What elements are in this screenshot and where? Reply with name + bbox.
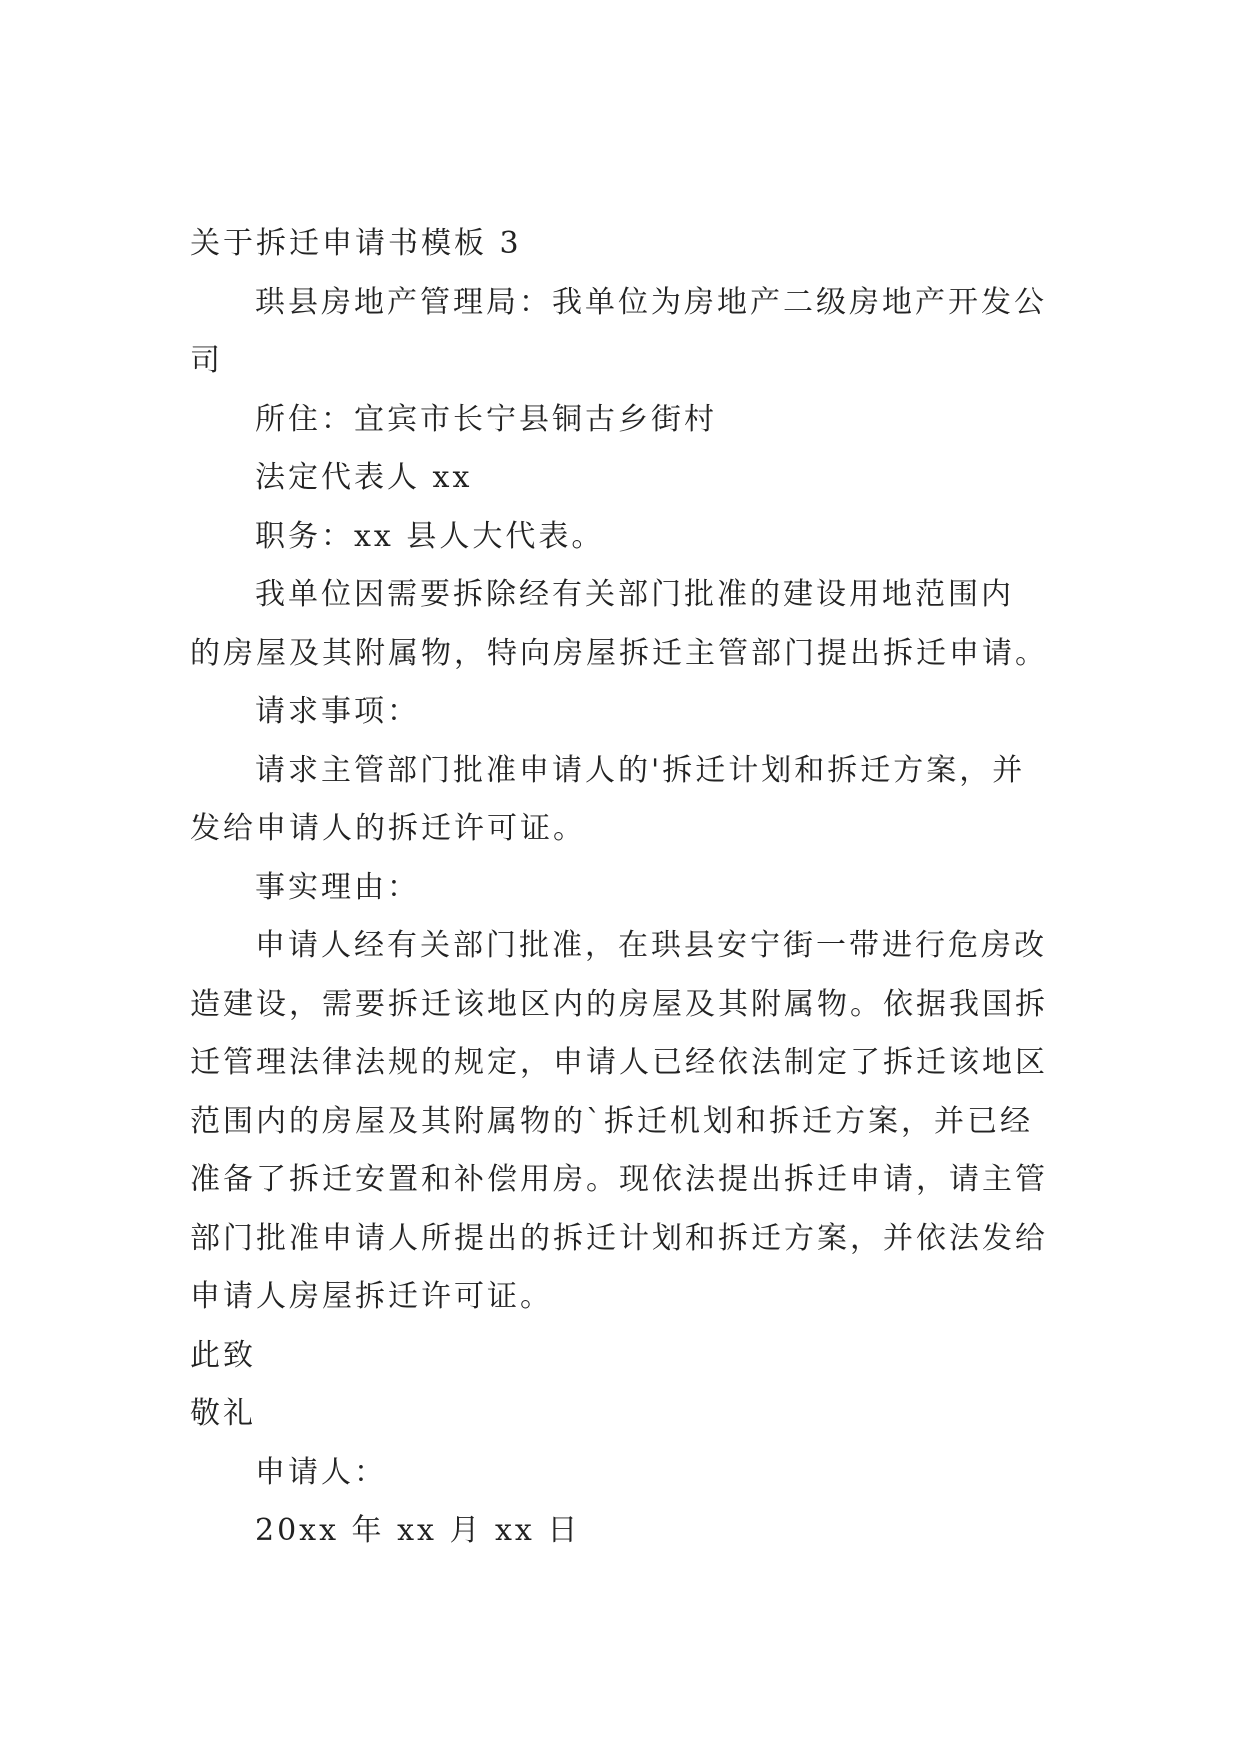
legal-rep-line: 法定代表人 xx <box>255 460 473 495</box>
body-paragraph-1-line-2: 的房屋及其附属物，特向房屋拆迁主管部门提出拆迁申请。 <box>190 636 1048 671</box>
applicant-signature-label: 申请人： <box>255 1455 387 1490</box>
body-paragraph-1-line-1: 我单位因需要拆除经有关部门批准的建设用地范围内 <box>255 577 1014 612</box>
requests-heading: 请求事项： <box>255 694 420 729</box>
requests-line-2: 发给申请人的拆迁许可证。 <box>190 811 586 846</box>
reasons-line-7: 申请人房屋拆迁许可证。 <box>190 1279 553 1314</box>
addressee-line: 珙县房地产管理局：我单位为房地产二级房地产开发公 <box>255 285 1047 320</box>
position-line: 职务：xx 县人大代表。 <box>255 519 605 554</box>
closing-regards: 敬礼 <box>190 1396 256 1431</box>
reasons-line-1: 申请人经有关部门批准，在珙县安宁街一带进行危房改 <box>255 928 1047 963</box>
reasons-line-6: 部门批准申请人所提出的拆迁计划和拆迁方案，并依法发给 <box>190 1221 1048 1256</box>
reasons-line-4: 范围内的房屋及其附属物的`拆迁机划和拆迁方案，并已经 <box>190 1104 1033 1139</box>
address-line: 所住：宜宾市长宁县铜古乡街村 <box>255 402 717 437</box>
addressee-line-cont: 司 <box>190 343 223 378</box>
reasons-line-5: 准备了拆迁安置和补偿用房。现依法提出拆迁申请，请主管 <box>190 1162 1048 1197</box>
reasons-heading: 事实理由： <box>255 870 420 905</box>
closing-salutation: 此致 <box>190 1338 256 1373</box>
date-line: 20xx 年 xx 月 xx 日 <box>255 1513 581 1548</box>
reasons-line-2: 造建设，需要拆迁该地区内的房屋及其附属物。依据我国拆 <box>190 987 1048 1022</box>
reasons-line-3: 迁管理法律法规的规定，申请人已经依法制定了拆迁该地区 <box>190 1045 1048 1080</box>
requests-line-1: 请求主管部门批准申请人的'拆迁计划和拆迁方案，并 <box>255 753 1026 788</box>
document-title: 关于拆迁申请书模板 3 <box>190 226 522 261</box>
